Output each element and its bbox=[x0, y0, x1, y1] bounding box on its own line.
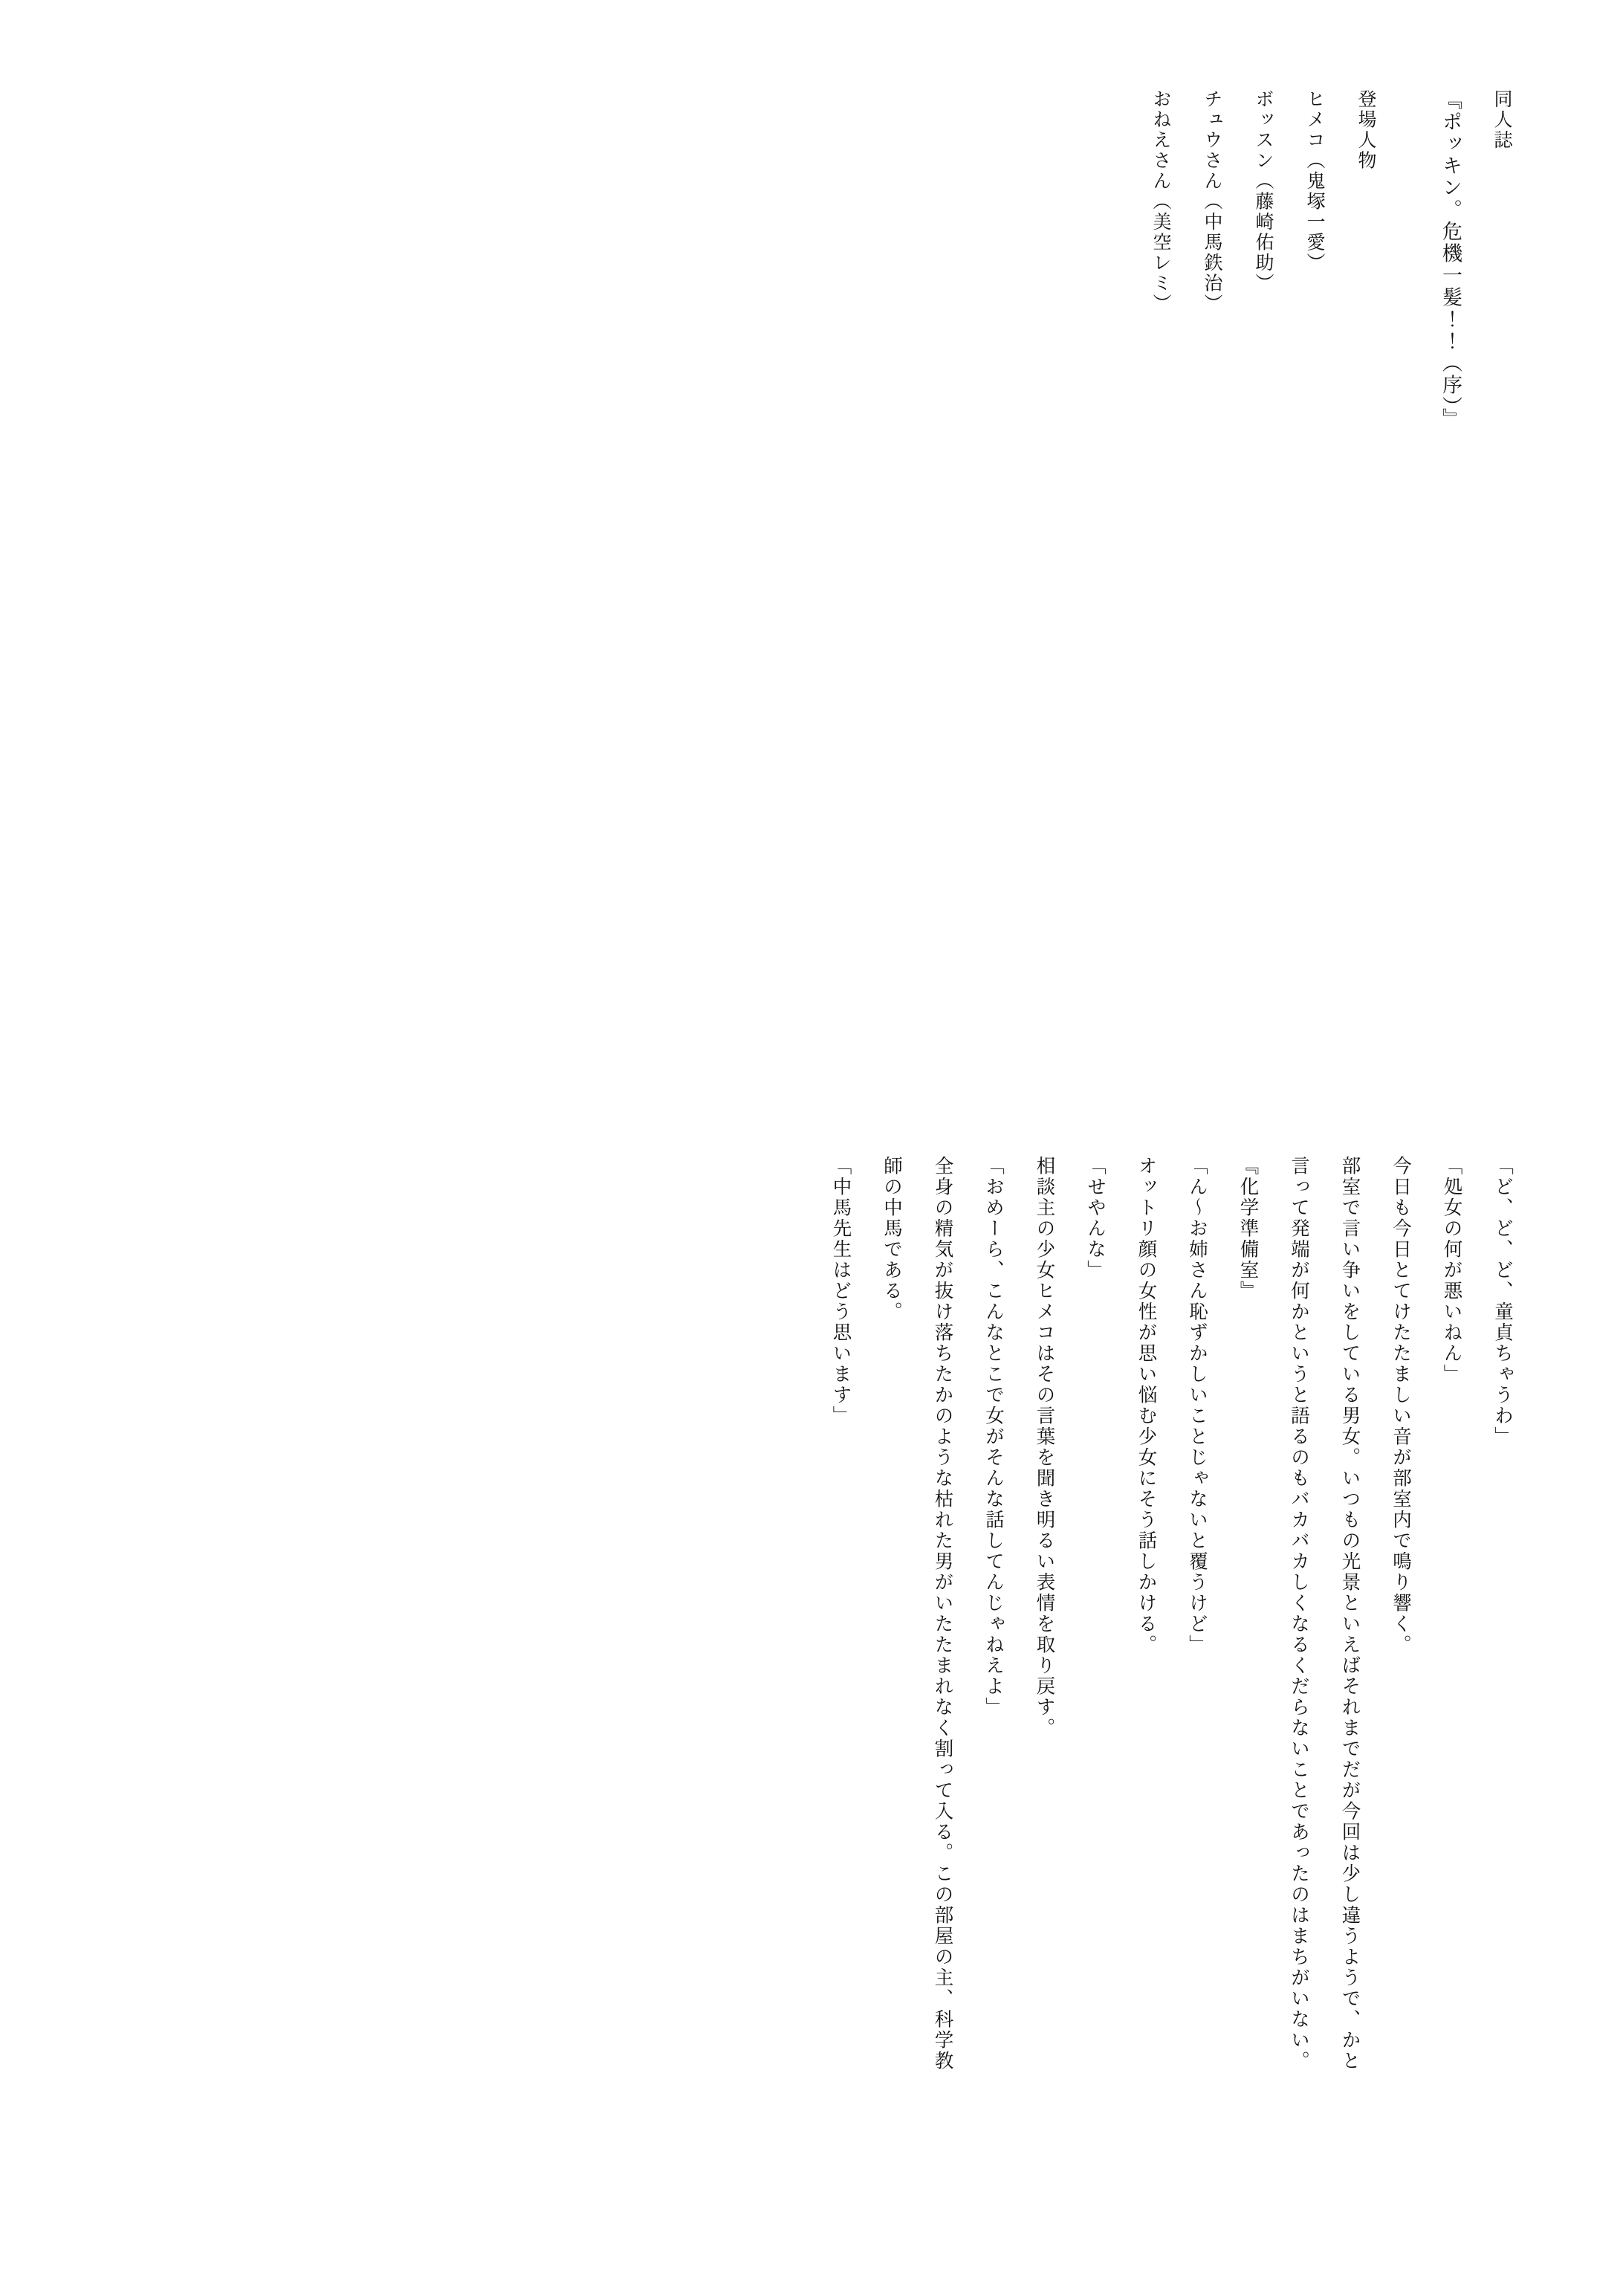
body-line: 部室で言い争いをしている男女。いつもの光景といえばそれまでだが今回は少し違うようで、かと bbox=[1338, 1156, 1361, 2072]
header-block bbox=[1119, 89, 1512, 430]
body-line: 「せやんな」 bbox=[1084, 1156, 1107, 1281]
body-line: 「中馬先生はどう思います」 bbox=[829, 1156, 852, 1426]
cast-item-bossun: ボッスン（藤崎佑助） bbox=[1253, 89, 1274, 294]
body-line: 相談主の少女ヒメコはその言葉を聞き明るい表情を取り戻す。 bbox=[1033, 1156, 1056, 1739]
body-line: オットリ顔の女性が思い悩む少女にそう話しかける。 bbox=[1135, 1156, 1158, 1655]
body-line: 全身の精気が抜け落ちたかのような枯れた男がいたたまれなく割って入る。この部屋の主、科学教 bbox=[931, 1156, 954, 2072]
body-line: 今日も今日とてけたたましい音が部室内で鳴り響く。 bbox=[1390, 1156, 1412, 1655]
cast-item-chu-san: チュウさん（中馬鉄治） bbox=[1202, 89, 1223, 314]
cast-item-oneesan: おねえさん（美空レミ） bbox=[1150, 89, 1172, 314]
cast-item-himeko: ヒメコ（鬼塚一愛） bbox=[1304, 89, 1326, 274]
body-line: 「処女の何が悪いねん」 bbox=[1440, 1156, 1463, 1385]
body-line: 「おめーら、こんなとこで女がそんな話してんじゃねえよ」 bbox=[982, 1156, 1005, 1718]
cast-heading: 登場人物 bbox=[1355, 89, 1377, 171]
body-line: 言って発端が何かというと語るのもバカバカしくなるくだらないことであったのはまちがいない。 bbox=[1288, 1156, 1310, 2072]
body-line: 師の中馬である。 bbox=[881, 1156, 903, 1322]
body-line: 『化学準備室』 bbox=[1237, 1156, 1260, 1301]
doujinshi-label: 同人誌 bbox=[1491, 89, 1513, 151]
body-line: 「ん～お姉さん恥ずかしいことじゃないと覆うけど」 bbox=[1186, 1156, 1208, 1655]
work-title: 『ポッキン。危機一髪！！（序）』 bbox=[1439, 89, 1462, 430]
body-block bbox=[799, 1156, 1512, 2072]
body-line: 「ど、ど、ど、童貞ちゃうわ」 bbox=[1491, 1156, 1514, 1447]
